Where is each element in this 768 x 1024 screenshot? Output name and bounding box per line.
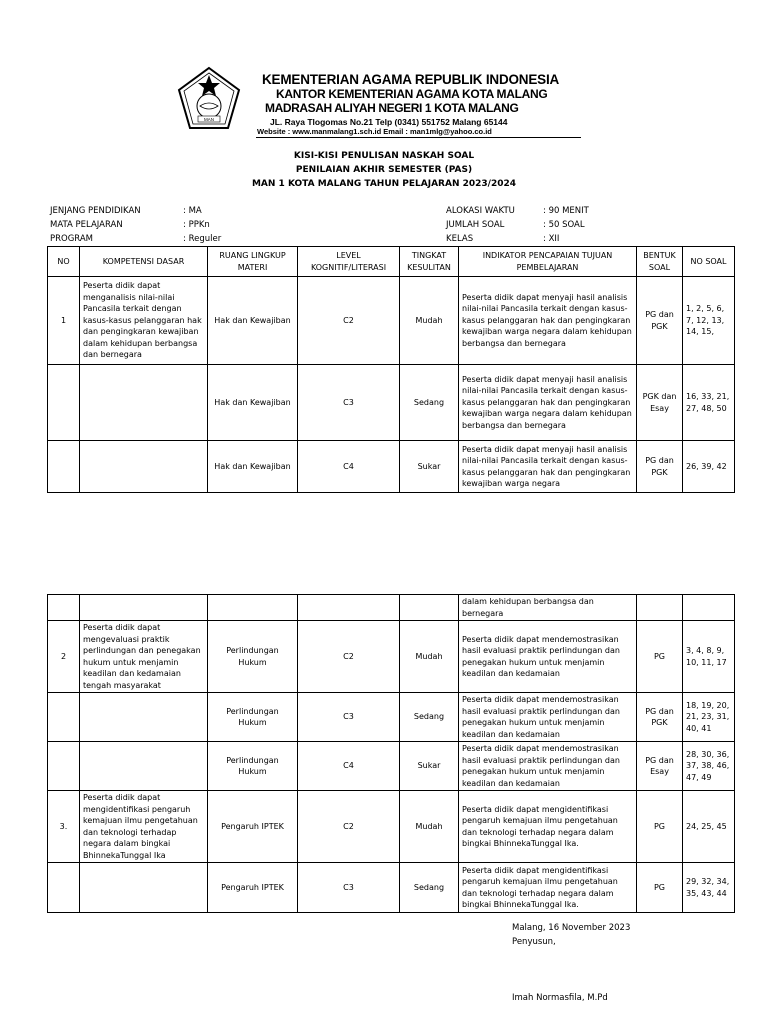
row-no — [48, 595, 80, 621]
meta-right-label: KELAS — [446, 234, 474, 244]
school-name: MADRASAH ALIYAH NEGERI 1 KOTA MALANG — [265, 101, 519, 115]
row-kompetensi-dasar — [80, 441, 208, 493]
row-bentuk-soal: PG — [637, 791, 683, 863]
row-ruang-lingkup: Hak dan Kewajiban — [208, 365, 298, 441]
header-ruang-lingkup: RUANG LINGKUP MATERI — [208, 247, 298, 277]
row-ruang-lingkup: Hak dan Kewajiban — [208, 441, 298, 493]
row-no-soal: 1, 2, 5, 6, 7, 12, 13, 14, 15, — [683, 277, 735, 365]
row-tingkat-kesulitan: Mudah — [400, 277, 459, 365]
row-ruang-lingkup: Pengaruh IPTEK — [208, 791, 298, 863]
table-body-page1 — [48, 277, 735, 493]
table-body-page2 — [48, 595, 735, 913]
header-kompetensi-dasar: KOMPETENSI DASAR — [80, 247, 208, 277]
row-no: 1 — [48, 277, 80, 365]
row-tingkat-kesulitan — [400, 595, 459, 621]
row-no-soal — [683, 595, 735, 621]
row-kompetensi-dasar: Peserta didik dapat menganalisis nilai-nilai Pancasila terkait dengan kasus-kasus pelanggaran hak dan pengingkaran kewajiban dalam kehidupan berbangsa dan bernegara — [80, 277, 208, 365]
row-kompetensi-dasar: Peserta didik dapat mengevaluasi praktik perlindungan dan penegakan hukum untuk menjamin keadilan dan kedamaian tengah masyarakat — [80, 621, 208, 693]
row-no-soal: 28, 30, 36, 37, 38, 46, 47, 49 — [683, 742, 735, 791]
document-title: KISI-KISI PENULISAN NASKAH SOAL — [293, 151, 475, 161]
row-tingkat-kesulitan: Mudah — [400, 791, 459, 863]
grid-table-page1 — [47, 246, 735, 493]
meta-left-value: : PPKn — [183, 220, 210, 230]
row-no-soal: 16, 33, 21, 27, 48, 50 — [683, 365, 735, 441]
row-kompetensi-dasar — [80, 742, 208, 791]
row-tingkat-kesulitan: Sedang — [400, 863, 459, 913]
row-level-kognitif: C2 — [298, 277, 400, 365]
row-indikator: Peserta didik dapat mengidentifikasi pengaruh kemajuan ilmu pengetahuan dan teknologi terhadap negara dalam bingkai BhinnekaTunggal Ika. — [459, 791, 637, 863]
row-no-soal: 3, 4, 8, 9, 10, 11, 17 — [683, 621, 735, 693]
row-indikator: Peserta didik dapat menyaji hasil analisis nilai-nilai Pancasila terkait dengan kasus-kasus pelanggaran hak dan pengingkaran kewajiban warga negara — [459, 441, 637, 493]
signature-role: Penyusun, — [512, 937, 556, 947]
row-no-soal: 24, 25, 45 — [683, 791, 735, 863]
meta-left-label: MATA PELAJARAN — [50, 220, 123, 230]
header-bentuk-soal: BENTUK SOAL — [637, 247, 683, 277]
letterhead-divider — [256, 137, 581, 138]
row-indikator: Peserta didik dapat mendemostrasikan hasil evaluasi praktik perlindungan dan penegakan hukum untuk menjamin keadilan dan kedamaian — [459, 742, 637, 791]
letterhead — [0, 0, 768, 140]
meta-right-label: JUMLAH SOAL — [446, 220, 505, 230]
row-tingkat-kesulitan: Sedang — [400, 365, 459, 441]
row-level-kognitif: C2 — [298, 621, 400, 693]
table-row — [48, 441, 735, 493]
row-level-kognitif — [298, 595, 400, 621]
row-ruang-lingkup: Perlindungan Hukum — [208, 621, 298, 693]
table-row — [48, 742, 735, 791]
row-indikator: Peserta didik dapat mendemostrasikan hasil evaluasi praktik perlindungan dan penegakan hukum untuk menjamin keadilan dan kedamaian — [459, 693, 637, 742]
row-no: 3. — [48, 791, 80, 863]
row-no-soal: 18, 19, 20, 21, 23, 31, 40, 41 — [683, 693, 735, 742]
row-bentuk-soal: PG dan Esay — [637, 742, 683, 791]
row-no — [48, 863, 80, 913]
row-bentuk-soal: PG dan PGK — [637, 441, 683, 493]
row-no — [48, 441, 80, 493]
row-ruang-lingkup: Pengaruh IPTEK — [208, 863, 298, 913]
row-no-soal: 29, 32, 34, 35, 43, 44 — [683, 863, 735, 913]
school-contact: Website : www.manmalang1.sch.id Email : man1mlg@yahoo.co.id — [257, 127, 492, 136]
row-kompetensi-dasar — [80, 595, 208, 621]
meta-left-label: JENJANG PENDIDIKAN — [50, 206, 141, 216]
row-kompetensi-dasar: Peserta didik dapat mengidentifikasi pengaruh kemajuan ilmu pengetahuan dan teknologi terhadap negara dalam bingkai BhinnekaTunggal Ika — [80, 791, 208, 863]
row-indikator: Peserta didik dapat menyaji hasil analisis nilai-nilai Pancasila terkait dengan kasus-kasus pelanggaran hak dan pengingkaran kewajiban warga negara dalam kehidupan berbangsa dan bernegara — [459, 277, 637, 365]
signature-place-date: Malang, 16 November 2023 — [512, 923, 631, 933]
row-no — [48, 693, 80, 742]
row-level-kognitif: C3 — [298, 693, 400, 742]
table-row — [48, 621, 735, 693]
row-indikator: Peserta didik dapat mengidentifikasi pengaruh kemajuan ilmu pengetahuan dan teknologi terhadap negara dalam bingkai BhinnekaTunggal Ika. — [459, 863, 637, 913]
table-row — [48, 791, 735, 863]
row-bentuk-soal: PGK dan Esay — [637, 365, 683, 441]
table-header-row — [48, 247, 735, 277]
meta-left-value: : Reguler — [183, 234, 222, 244]
row-kompetensi-dasar — [80, 365, 208, 441]
header-no: NO — [48, 247, 80, 277]
row-ruang-lingkup: Perlindungan Hukum — [208, 693, 298, 742]
row-tingkat-kesulitan: Sukar — [400, 441, 459, 493]
row-level-kognitif: C4 — [298, 441, 400, 493]
row-indikator: Peserta didik dapat mendemostrasikan hasil evaluasi praktik perlindungan dan penegakan hukum untuk menjamin keadilan dan kedamaian — [459, 621, 637, 693]
row-no: 2 — [48, 621, 80, 693]
row-level-kognitif: C4 — [298, 742, 400, 791]
row-tingkat-kesulitan: Sedang — [400, 693, 459, 742]
row-bentuk-soal — [637, 595, 683, 621]
document-subtitle: PENILAIAN AKHIR SEMESTER (PAS) — [295, 165, 473, 175]
header-level-kognitif: LEVEL KOGNITIF/LITERASI — [298, 247, 400, 277]
table-row — [48, 277, 735, 365]
school-address: JL. Raya Tlogomas No.21 Telp (0341) 551752 Malang 65144 — [270, 117, 508, 127]
grid-table-page2 — [47, 594, 735, 913]
office-name: KANTOR KEMENTERIAN AGAMA KOTA MALANG — [276, 87, 548, 101]
meta-right-value: : 90 MENIT — [543, 206, 589, 216]
row-bentuk-soal: PG — [637, 863, 683, 913]
table-row — [48, 595, 735, 621]
meta-left-value: : MA — [183, 206, 202, 216]
ministry-name: KEMENTERIAN AGAMA REPUBLIK INDONESIA — [262, 72, 560, 87]
row-bentuk-soal: PG dan PGK — [637, 693, 683, 742]
header-no-soal: NO SOAL — [683, 247, 735, 277]
row-level-kognitif: C3 — [298, 365, 400, 441]
table-row — [48, 365, 735, 441]
row-kompetensi-dasar — [80, 693, 208, 742]
row-bentuk-soal: PG dan PGK — [637, 277, 683, 365]
meta-left-label: PROGRAM — [50, 234, 94, 244]
row-indikator: Peserta didik dapat menyaji hasil analisis nilai-nilai Pancasila terkait dengan kasus-kasus pelanggaran hak dan pengingkaran kewajiban warga negara dalam kehidupan berbangsa dan bernegara — [459, 365, 637, 441]
row-level-kognitif: C2 — [298, 791, 400, 863]
meta-right-label: ALOKASI WAKTU — [446, 206, 515, 216]
row-level-kognitif: C3 — [298, 863, 400, 913]
signature-name: Imah Normasfila, M.Pd — [512, 993, 608, 1003]
meta-right-value: : XII — [543, 234, 560, 244]
row-indikator: dalam kehidupan berbangsa dan bernegara — [459, 595, 637, 621]
svg-text:MAN: MAN — [204, 117, 214, 122]
row-bentuk-soal: PG — [637, 621, 683, 693]
row-no-soal: 26, 39, 42 — [683, 441, 735, 493]
ministry-logo-icon — [176, 66, 242, 132]
meta-right-value: : 50 SOAL — [543, 220, 585, 230]
row-kompetensi-dasar — [80, 863, 208, 913]
table-row — [48, 693, 735, 742]
row-ruang-lingkup: Hak dan Kewajiban — [208, 277, 298, 365]
row-no — [48, 365, 80, 441]
header-indikator: INDIKATOR PENCAPAIAN TUJUAN PEMBELAJARAN — [459, 247, 637, 277]
document-year: MAN 1 KOTA MALANG TAHUN PELAJARAN 2023/2024 — [251, 179, 517, 189]
row-tingkat-kesulitan: Mudah — [400, 621, 459, 693]
row-ruang-lingkup: Perlindungan Hukum — [208, 742, 298, 791]
row-no — [48, 742, 80, 791]
row-ruang-lingkup — [208, 595, 298, 621]
table-row — [48, 863, 735, 913]
header-tingkat-kesulitan: TINGKAT KESULITAN — [400, 247, 459, 277]
row-tingkat-kesulitan: Sukar — [400, 742, 459, 791]
